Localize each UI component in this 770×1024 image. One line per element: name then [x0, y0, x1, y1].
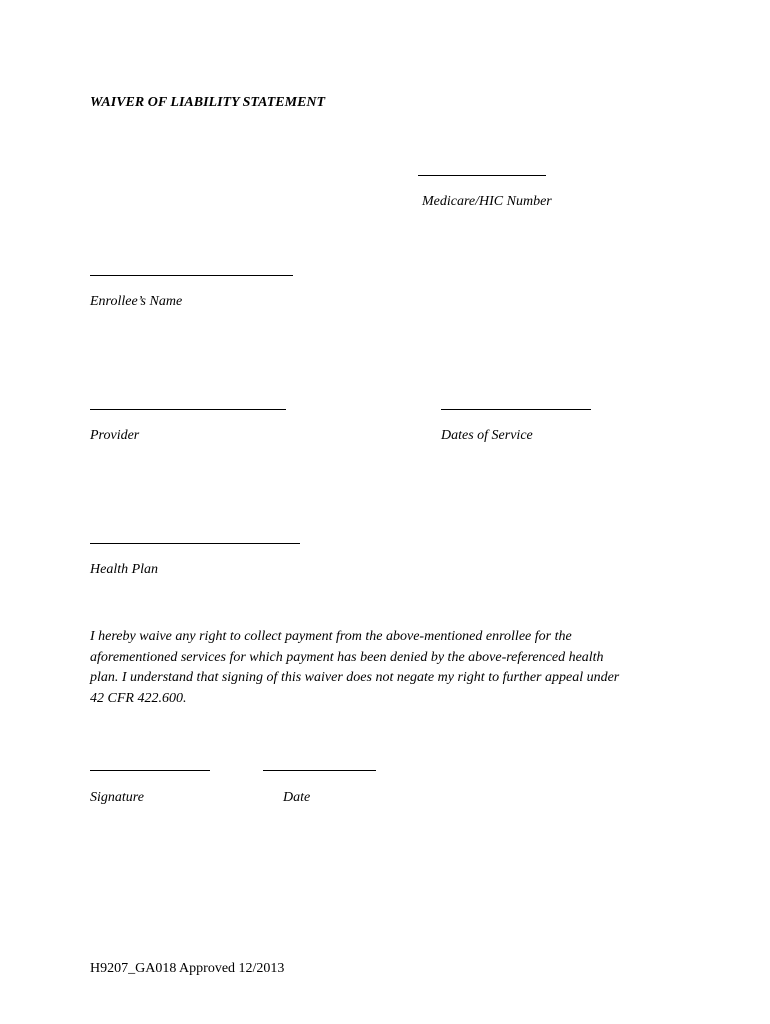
- health-plan-line[interactable]: [90, 543, 300, 544]
- form-approval-footer: H9207_GA018 Approved 12/2013: [90, 961, 285, 976]
- medicare-hic-number-line[interactable]: [418, 175, 546, 176]
- statement-line: 42 CFR 422.600.: [90, 690, 187, 706]
- signature-line[interactable]: [90, 770, 210, 771]
- dates-of-service-line[interactable]: [441, 409, 591, 410]
- dates-of-service-label: Dates of Service: [441, 428, 533, 443]
- provider-label: Provider: [90, 428, 140, 443]
- statement-line: plan. I understand that signing of this waiver does not negate my right to further appeal under: [90, 670, 620, 685]
- waiver-statement: [90, 627, 690, 709]
- document-title: WAIVER OF LIABILITY STATEMENT: [90, 95, 326, 110]
- date-line[interactable]: [263, 770, 376, 771]
- signature-label: Signature: [90, 790, 144, 805]
- provider-line[interactable]: [90, 409, 286, 410]
- enrollee-name-label: Enrollee’s Name: [90, 294, 183, 309]
- medicare-hic-number-label: Medicare/HIC Number: [422, 194, 552, 209]
- statement-line: aforementioned services for which payment has been denied by the above-referenced health: [90, 649, 604, 665]
- date-label: Date: [283, 790, 311, 805]
- enrollee-name-line[interactable]: [90, 275, 293, 276]
- statement-line: I hereby waive any right to collect payment from the above-mentioned enrollee for the: [90, 629, 572, 644]
- health-plan-label: Health Plan: [90, 562, 159, 577]
